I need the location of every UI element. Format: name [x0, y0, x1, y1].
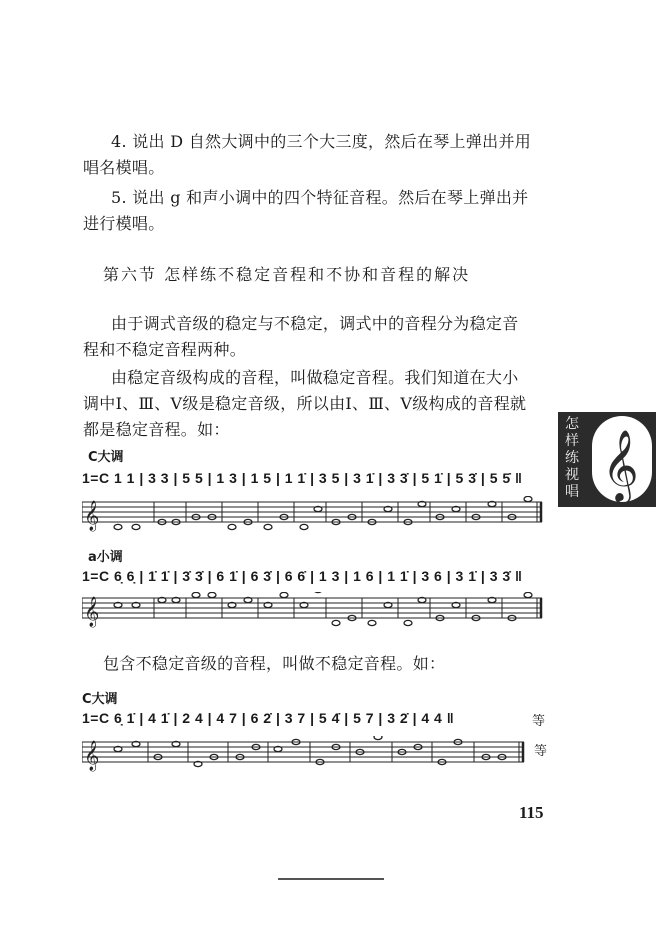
paragraph-5-line-1: 5. 说出 g 和声小调中的四个特征音程。然后在琴上弹出并	[111, 188, 529, 207]
paragraph-7-line-1: 由稳定音级构成的音程，叫做稳定音程。我们知道在大小	[111, 368, 519, 387]
example-3-jianpu: 1=C 6̣ 1̇ | 4 1̇ | 2 4 | 4 7 | 6 2̇ | 3 7 | 5 4̇ | 5 7 | 3 2̇ | 4 4 ‖	[82, 710, 455, 726]
paragraph-4-line-1: 4. 说出 D 自然大调中的三个大三度，然后在琴上弹出并用	[111, 132, 532, 151]
treble-clef-icon: 𝄞	[84, 741, 100, 771]
example-2-key-label: a小调	[88, 550, 123, 565]
example-1-jianpu: 1=C 1 1 | 3 3 | 5 5 | 1 3 | 1 5 | 1 1̇ | 3 5 | 3 1̇ | 3 3̇ | 5 1̇ | 5 3̇ | 5 5̇ ‖	[82, 470, 523, 486]
example-3-key-label: C大调	[82, 692, 118, 707]
treble-clef-icon: 𝄞	[84, 597, 100, 627]
paragraph-6-line-1: 由于调式音级的稳定与不稳定，调式中的音程分为稳定音	[111, 314, 519, 333]
paragraph-7-line-3: 都是稳定音程。如：	[83, 420, 230, 439]
paragraph-5-line-2: 进行模唱。	[83, 214, 165, 233]
example-3-staff	[82, 736, 532, 776]
example-3-staff-etc-label: 等	[534, 744, 548, 759]
example-3-etc-label: 等	[532, 714, 546, 729]
treble-clef-icon: 𝄞	[84, 501, 100, 531]
chapter-side-tab	[558, 412, 656, 507]
paragraph-8-line-1: 包含不稳定音级的音程，叫做不稳定音程。如：	[103, 654, 446, 673]
example-2-staff	[82, 592, 547, 632]
treble-clef-icon	[592, 416, 652, 502]
svg-text:𝄞: 𝄞	[602, 428, 639, 501]
paragraph-6-line-2: 程和不稳定音程两种。	[83, 340, 247, 359]
paragraph-4-line-2: 唱名模唱。	[83, 158, 165, 177]
example-1-key-label: C大调	[88, 450, 124, 465]
example-2-jianpu: 1=C 6̣ 6̣ | 1̇ 1̇ | 3̇ 3̇ | 6 1̇ | 6 3̇ | 6 6̇ | 1 3 | 1 6 | 1 1̇ | 3 6 | 3 1̇ | 3 3̇ ‖	[82, 568, 523, 584]
paragraph-7-line-2: 调中Ⅰ、Ⅲ、Ⅴ级是稳定音级，所以由Ⅰ、Ⅲ、Ⅴ级构成的音程就	[83, 394, 527, 413]
page-number: 115	[519, 803, 544, 822]
footer-divider	[278, 878, 384, 880]
example-1-staff	[82, 496, 547, 536]
section-title: 第六节 怎样练不稳定音程和不协和音程的解决	[103, 265, 471, 284]
chapter-side-tab-text: 怎样练视唱	[565, 416, 579, 500]
